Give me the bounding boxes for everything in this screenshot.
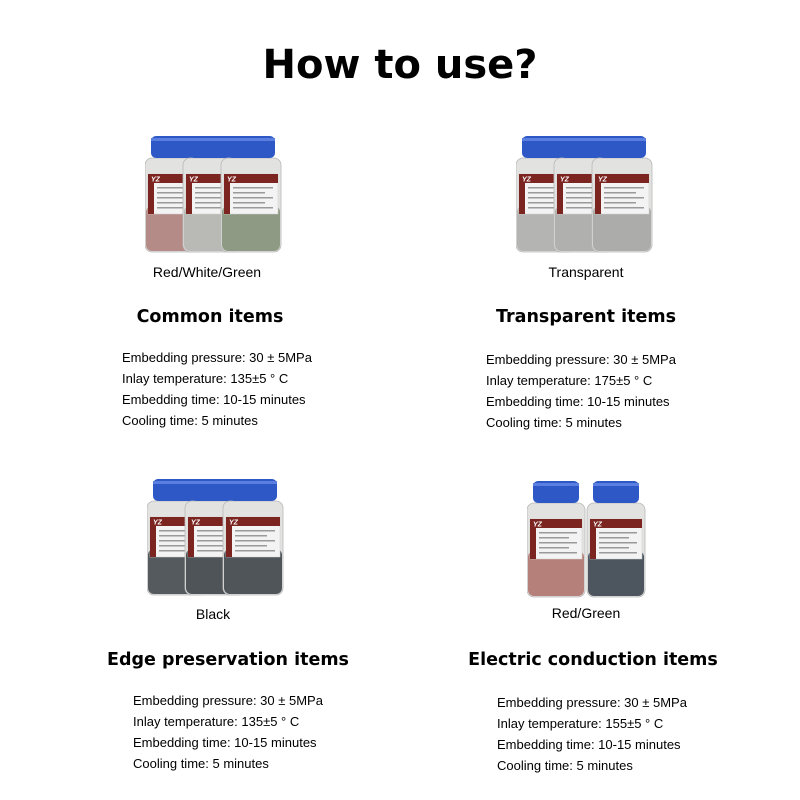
spec-cooling-time: Cooling time: 5 minutes: [486, 415, 622, 430]
spec-temperature: Inlay temperature: 135±5 ° C: [133, 714, 300, 729]
spec-temperature: Inlay temperature: 175±5 ° C: [486, 373, 653, 388]
color-label: Red/Green: [551, 605, 621, 621]
brand-logo: YZ: [153, 519, 162, 527]
spec-list: [122, 347, 312, 431]
brand-logo: YZ: [227, 176, 236, 184]
brand-logo: YZ: [598, 176, 607, 184]
spec-pressure: Embedding pressure: 30 ± 5MPa: [486, 352, 676, 367]
spec-embedding-time: Embedding time: 10-15 minutes: [486, 394, 670, 409]
spec-pressure: Embedding pressure: 30 ± 5MPa: [497, 695, 687, 710]
bottle: [221, 136, 281, 252]
spec-pressure: Embedding pressure: 30 ± 5MPa: [133, 693, 323, 708]
spec-cooling-time: Cooling time: 5 minutes: [133, 756, 269, 771]
product-image: [147, 473, 287, 598]
section-title: Edge preservation items: [107, 650, 349, 670]
brand-logo: YZ: [151, 176, 160, 184]
bottle: [587, 481, 645, 597]
brand-logo: YZ: [189, 176, 198, 184]
brand-logo: YZ: [560, 176, 569, 184]
product-image: [516, 130, 656, 255]
spec-pressure: Embedding pressure: 30 ± 5MPa: [122, 350, 312, 365]
brand-logo: YZ: [533, 521, 542, 529]
spec-list: [486, 349, 676, 433]
color-label: Black: [195, 606, 231, 622]
product-image: [527, 475, 652, 600]
spec-cooling-time: Cooling time: 5 minutes: [122, 413, 258, 428]
product-image: [145, 130, 285, 255]
spec-list: [497, 692, 687, 776]
spec-temperature: Inlay temperature: 155±5 ° C: [497, 716, 664, 731]
bottle: [592, 136, 652, 252]
bottle: [527, 481, 585, 597]
brand-logo: YZ: [229, 519, 238, 527]
brand-logo: YZ: [522, 176, 531, 184]
bottle: [223, 479, 283, 595]
color-label: Red/White/Green: [152, 264, 262, 280]
spec-cooling-time: Cooling time: 5 minutes: [497, 758, 633, 773]
brand-logo: YZ: [191, 519, 200, 527]
spec-embedding-time: Embedding time: 10-15 minutes: [133, 735, 317, 750]
section-title: Common items: [136, 307, 284, 327]
section-title: Electric conduction items: [468, 650, 718, 670]
spec-embedding-time: Embedding time: 10-15 minutes: [122, 392, 306, 407]
section-title: Transparent items: [496, 307, 676, 327]
brand-logo: YZ: [593, 521, 602, 529]
spec-temperature: Inlay temperature: 135±5 ° C: [122, 371, 289, 386]
color-label: Transparent: [548, 264, 624, 280]
spec-embedding-time: Embedding time: 10-15 minutes: [497, 737, 681, 752]
page-title: How to use?: [262, 42, 538, 88]
spec-list: [133, 690, 323, 774]
